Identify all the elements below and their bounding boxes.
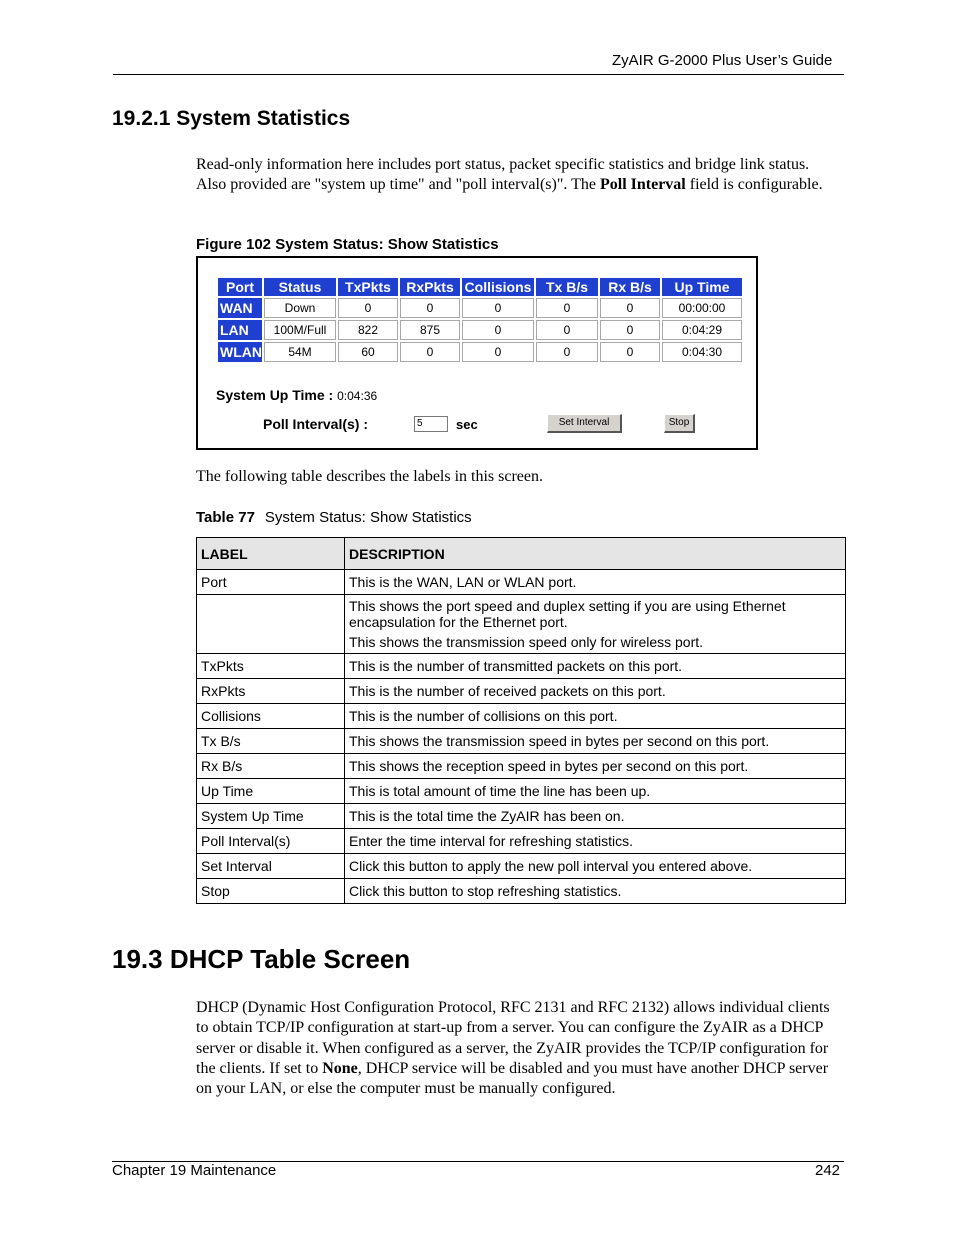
system-up-time-label: System Up Time : [216,387,338,403]
para-bold-term: None [322,1059,358,1077]
table-row [197,654,846,679]
col-rxpkts: RxPkts [400,278,460,296]
uptime-value: 0:04:30 [662,342,742,362]
figure-screenshot [196,256,758,450]
stats-row-wan [218,298,742,318]
rxpkts-value: 875 [400,320,460,340]
table-row [197,829,846,854]
stats-header-row [218,278,742,296]
row-description: Click this button to apply the new poll interval you entered above. [345,854,846,879]
col-txbs: Tx B/s [536,278,598,296]
txpkts-value: 60 [338,342,398,362]
status-value: Down [264,298,336,318]
col-description-header: DESCRIPTION [345,538,846,570]
rxbs-value: 0 [600,298,660,318]
stats-row-wlan [218,342,742,362]
row-description: This is the number of received packets on this port. [345,679,846,704]
row-label: TxPkts [197,654,345,679]
table-row [197,570,846,595]
collisions-value: 0 [462,342,534,362]
dhcp-paragraph [196,998,844,1099]
col-port: Port [218,278,262,296]
row-description: This is the total time the ZyAIR has been on. [345,804,846,829]
col-label-header: LABEL [197,538,345,570]
port-name: LAN [218,320,262,340]
txbs-value: 0 [536,342,598,362]
table-row [197,879,846,904]
row-label: Poll Interval(s) [197,829,345,854]
row-label: Up Time [197,779,345,804]
poll-interval-input[interactable]: 5 [414,416,448,432]
row-label: Set Interval [197,854,345,879]
table-header-row [197,538,846,570]
para-bold-term: Poll Interval [599,176,686,194]
guide-title: ZyAIR G-2000 Plus User’s Guide [612,52,833,69]
status-value: 100M/Full [264,320,336,340]
label-description-table [196,537,846,904]
row-label: Port [197,570,345,595]
row-description: This shows the transmission speed in bytes per second on this port. [345,729,846,754]
system-up-time [216,387,377,403]
txpkts-value: 822 [338,320,398,340]
table-row [197,679,846,704]
table-row [197,854,846,879]
row-label: System Up Time [197,804,345,829]
col-uptime: Up Time [662,278,742,296]
row-label [197,595,345,654]
table-caption [196,509,472,526]
table-row [197,595,846,654]
row-label: Collisions [197,704,345,729]
row-description: Click this button to stop refreshing statistics. [345,879,846,904]
row-description: This shows the reception speed in bytes per second on this port. [345,754,846,779]
col-collisions: Collisions [462,278,534,296]
col-txpkts: TxPkts [338,278,398,296]
para-text: DHCP (Dynamic Host Configuration Protocol, RFC 2131 and RFC 2132) allows individual clients to obtain TCP/IP configuration at start-up from a server. You can configure the ZyAIR as a DHCP server or disable it. When configured as a server, the ZyAIR provides the TCP/IP configuration for the clients. If set to [196,999,830,1077]
page-number: 242 [815,1162,841,1179]
row-description: Enter the time interval for refreshing statistics. [345,829,846,854]
para-text: field is configurable. [685,176,823,194]
status-value: 54M [264,342,336,362]
row-description: This is total amount of time the line has been up. [345,779,846,804]
description-line: This shows the transmission speed only for wireless port. [349,634,704,650]
rxbs-value: 0 [600,342,660,362]
uptime-value: 00:00:00 [662,298,742,318]
txpkts-value: 0 [338,298,398,318]
port-statistics-table [216,276,744,364]
uptime-value: 0:04:29 [662,320,742,340]
txbs-value: 0 [536,320,598,340]
figure-caption: Figure 102 System Status: Show Statistics [196,236,499,253]
set-interval-button[interactable]: Set Interval [547,414,622,433]
table-caption-title: System Status: Show Statistics [264,509,472,526]
rxbs-value: 0 [600,320,660,340]
table-row [197,779,846,804]
description-line: This shows the port speed and duplex setting if you are using Ethernet encapsulation for the Ethernet port. [349,598,786,630]
row-description: This is the number of transmitted packets on this port. [345,654,846,679]
stop-button[interactable]: Stop [664,414,695,433]
row-description [345,595,846,654]
section-intro-paragraph [196,155,841,196]
system-up-time-value: 0:04:36 [337,389,378,403]
table-row [197,754,846,779]
row-description: This is the WAN, LAN or WLAN port. [345,570,846,595]
stats-row-lan [218,320,742,340]
table-row [197,729,846,754]
row-label: RxPkts [197,679,345,704]
collisions-value: 0 [462,320,534,340]
poll-interval-unit: sec [456,417,478,432]
table-intro-paragraph: The following table describes the labels in this screen. [196,468,544,485]
para-text: Read-only information here includes port status, packet specific statistics and bridge link status. Also provided are "system up time" and "poll interval(s)". The [196,156,810,194]
collisions-value: 0 [462,298,534,318]
section-heading-system-statistics: 19.2.1 System Statistics [112,107,351,130]
port-name: WAN [218,298,262,318]
rxpkts-value: 0 [400,298,460,318]
para-text: , DHCP service will be disabled and you must have another DHCP server on your LAN, or else the computer must be manually configured. [196,1059,829,1098]
table-row [197,804,846,829]
col-status: Status [264,278,336,296]
col-rxbs: Rx B/s [600,278,660,296]
footer-chapter: Chapter 19 Maintenance [112,1162,277,1179]
section-heading-dhcp-table: 19.3 DHCP Table Screen [112,944,411,974]
table-caption-number: Table 77 [196,509,255,526]
txbs-value: 0 [536,298,598,318]
rxpkts-value: 0 [400,342,460,362]
header-rule [113,74,844,75]
row-label: Tx B/s [197,729,345,754]
row-description: This is the number of collisions on this port. [345,704,846,729]
table-row [197,704,846,729]
row-label: Rx B/s [197,754,345,779]
row-label: Stop [197,879,345,904]
port-name: WLAN [220,344,262,360]
poll-interval-label: Poll Interval(s) : [263,416,369,432]
